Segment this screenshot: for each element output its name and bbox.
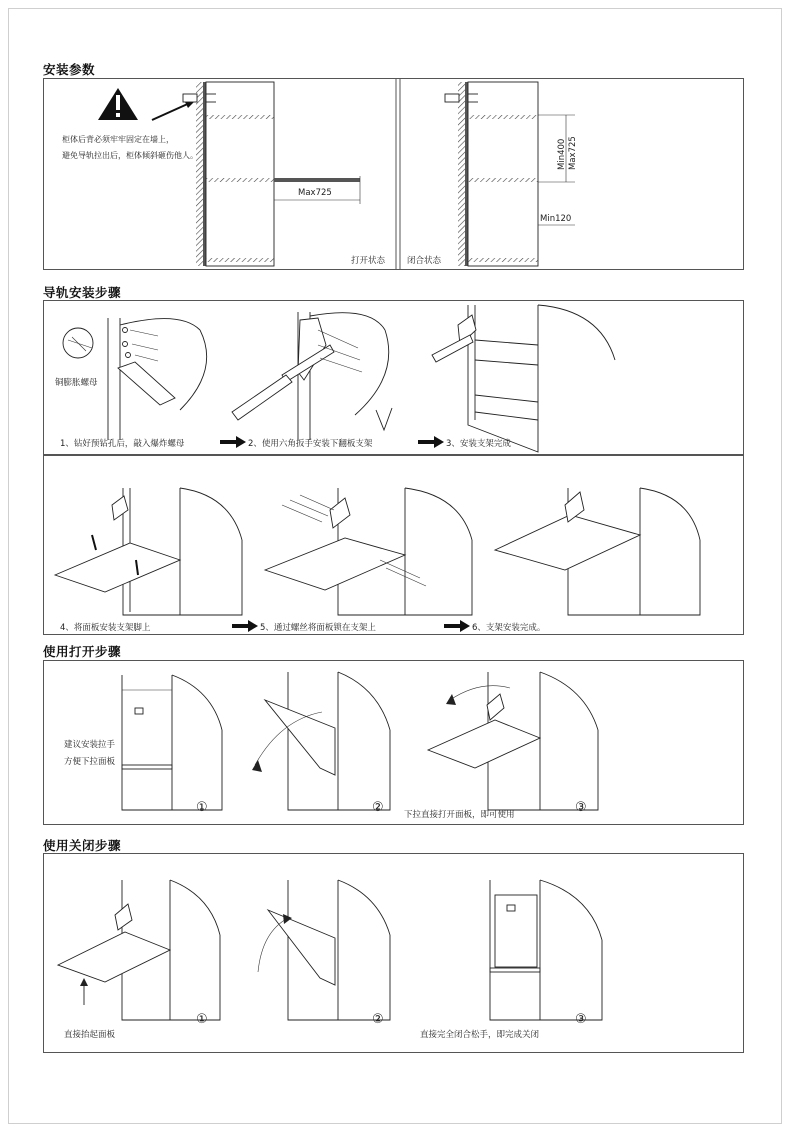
- rail-step-3-caption: 3、安装支架完成: [446, 439, 511, 449]
- close-step-1-caption: 直接抬起面板: [64, 1030, 116, 1040]
- close-step-number-2: ②: [372, 1012, 384, 1027]
- section-title-rail-install: 导轨安装步骤: [43, 285, 122, 300]
- open-step-number-2: ②: [372, 800, 384, 815]
- rail-install-panel-top: [43, 300, 744, 455]
- rail-install-panel-bottom: [43, 455, 744, 635]
- warning-text-line1: 柜体后背必须牢牢固定在墙上，: [62, 135, 174, 144]
- height-dimension-min: Min400: [557, 138, 567, 170]
- close-step-number-1: ①: [196, 1012, 208, 1027]
- close-step-number-3: ③: [575, 1012, 587, 1027]
- warning-pointer-arrow: [152, 100, 196, 120]
- open-state-label: 打开状态: [351, 256, 386, 266]
- rail-step-5-caption: 5、通过螺丝将面板锁在支架上: [260, 623, 376, 633]
- closed-state-cabinet: [445, 82, 575, 266]
- depth-dimension-min: Min120: [540, 214, 572, 224]
- closed-state-label: 闭合状态: [407, 256, 442, 266]
- section-title-open-steps: 使用打开步骤: [43, 644, 122, 659]
- open-step-number-1: ①: [196, 800, 208, 815]
- close-steps-panel: [43, 853, 744, 1053]
- handle-tip-line1: 建议安装拉手: [64, 740, 116, 750]
- open-step-3-caption: 下拉直接打开面板，即可使用: [404, 810, 515, 820]
- open-steps-panel: [43, 660, 744, 825]
- handle-tip-line2: 方便下拉面板: [64, 757, 116, 767]
- section-title-install-params: 安装参数: [43, 62, 96, 77]
- rail-step-2-caption: 2、使用六角扳手安装下翻板支架: [248, 439, 373, 449]
- warning-icon: [98, 88, 138, 120]
- section-title-close-steps: 使用关闭步骤: [43, 838, 122, 853]
- open-step-number-3: ③: [575, 800, 587, 815]
- height-dimension-max: Max725: [568, 136, 578, 170]
- open-depth-dimension: Max725: [298, 188, 332, 198]
- open-state-cabinet: [183, 82, 360, 266]
- rail-step-1-caption: 1、钻好预钻孔后，敲入爆炸螺母: [60, 439, 185, 449]
- rail-step-4-caption: 4、将面板安装支架脚上: [60, 623, 151, 633]
- rail-step-6-caption: 6、支架安装完成。: [472, 623, 546, 633]
- anchor-nut-label: 铜膨胀螺母: [55, 378, 98, 388]
- warning-text-line2: 避免导轨拉出后，柜体倾斜砸伤他人。: [62, 151, 198, 160]
- close-step-3-caption: 直接完全闭合松手，即完成关闭: [420, 1030, 540, 1040]
